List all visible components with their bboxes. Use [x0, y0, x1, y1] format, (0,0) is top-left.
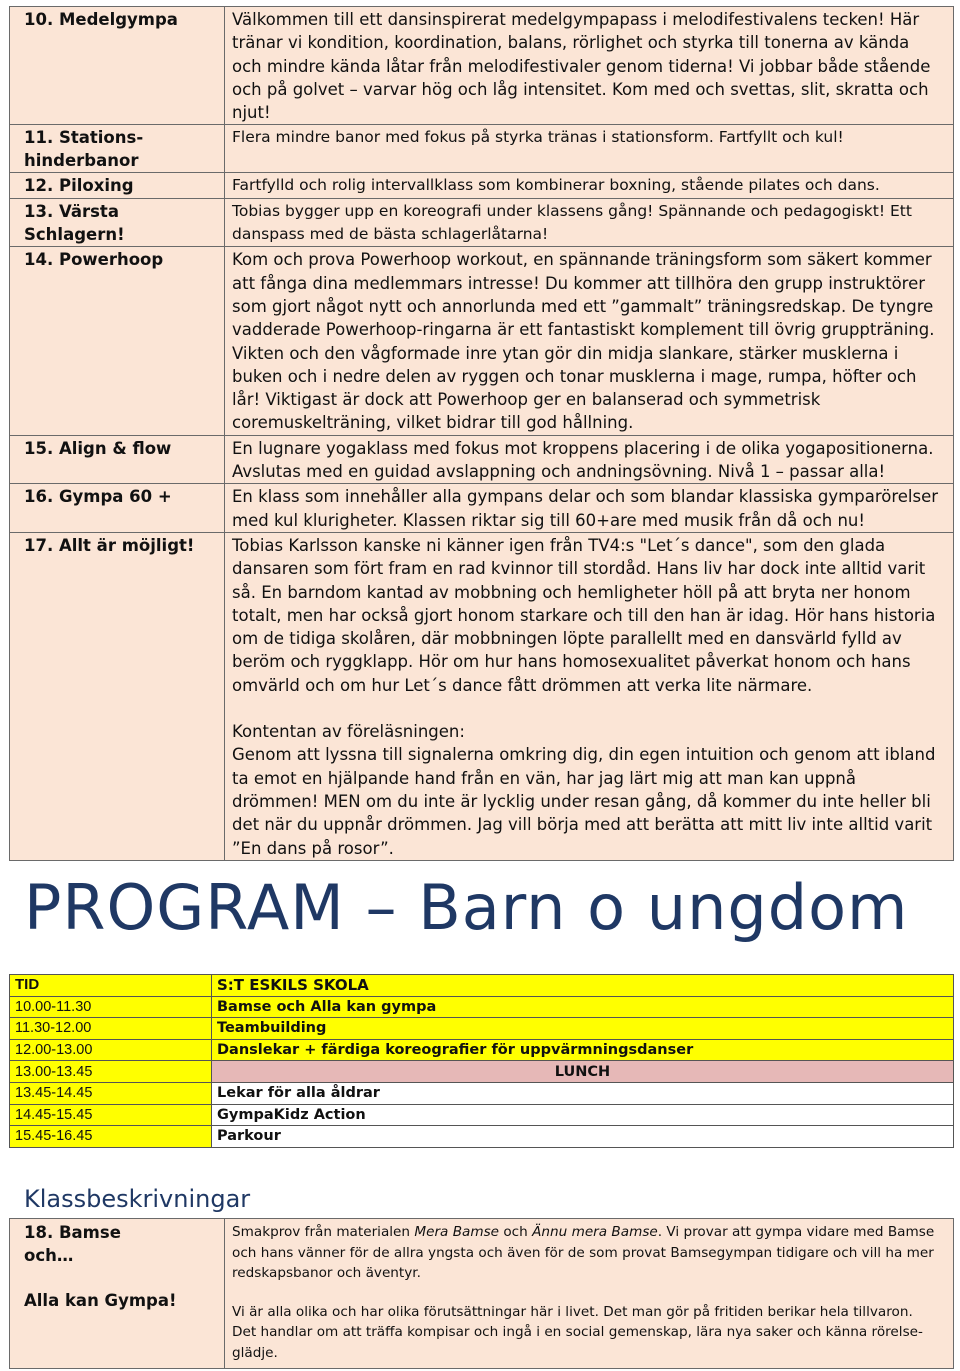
class-name: 10. Medelgympa — [10, 7, 225, 125]
schedule-header-time: TID — [10, 975, 212, 997]
text-run: . Vi provar att gympa vidare med Bamse och hans vänner för de allra yngsta och även för de som provat Bamsegympan tidigare och vill ha mer redskapsbanor och äventyr. — [232, 1224, 935, 1282]
schedule-activity: Teambuilding — [212, 1018, 954, 1040]
class-description: Tobias bygger upp en koreografi under klassens gång! Spännande och pedagogiskt! Ett danspass med de bästa schlagerlåtarna! — [225, 198, 954, 247]
class-name: 17. Allt är möjligt! — [10, 532, 225, 860]
class-row — [10, 532, 954, 860]
text-run-italic: Mera Bamse — [414, 1224, 500, 1240]
schedule-row — [10, 1104, 954, 1126]
schedule-row — [10, 1082, 954, 1104]
class-description — [225, 1219, 954, 1369]
schedule-row — [10, 1126, 954, 1148]
schedule-time: 13.45-14.45 — [10, 1082, 212, 1104]
class-name: 11. Stations-hinderbanor — [10, 125, 225, 173]
class-name-part: Alla kan Gympa! — [24, 1291, 177, 1310]
schedule-activity: Danslekar + färdiga koreografier för uppvärmningsdanser — [212, 1039, 954, 1061]
schedule-time: 11.30-12.00 — [10, 1018, 212, 1040]
schedule-table — [9, 974, 954, 1148]
class-name — [10, 1219, 225, 1369]
class-row — [10, 7, 954, 125]
class-name: 16. Gympa 60 + — [10, 484, 225, 533]
class-row — [10, 484, 954, 533]
class-description — [225, 532, 954, 860]
schedule-time: 13.00-13.45 — [10, 1061, 212, 1083]
class-description-paragraph: Kontentan av föreläsningen: Genom att lyssna till signalerna omkring dig, din egen intuition och genom att ibland ta emot en hjälpande hand från en vän, har jag lärt mig att man kan uppnå drömmen! MEN om du inte är lycklig under resan gång, då kommer du inte heller bli det när du uppnår drömmen. Jag vill börja med att berätta att mitt liv inte alltid varit ”En dans på rosor”. — [232, 722, 936, 858]
program-title: PROGRAM – Barn o ungdom — [24, 871, 909, 944]
schedule-header-row — [10, 975, 954, 997]
class-description: Fartfylld och rolig intervallklass som kombinerar boxning, stående pilates och dans. — [225, 173, 954, 198]
class-description-paragraph — [232, 1222, 941, 1284]
class-description: Flera mindre banor med fokus på styrka tränas i stationsform. Fartfyllt och kul! — [225, 125, 954, 173]
schedule-activity: LUNCH — [212, 1061, 954, 1083]
schedule-time: 15.45-16.45 — [10, 1126, 212, 1148]
schedule-activity: GympaKidz Action — [212, 1104, 954, 1126]
class-row — [10, 125, 954, 173]
text-run: Smakprov från materialen — [232, 1224, 415, 1240]
class-row — [10, 173, 954, 198]
class-row — [10, 435, 954, 484]
schedule-time: 12.00-13.00 — [10, 1039, 212, 1061]
class-row — [10, 1219, 954, 1369]
class-description-paragraph: Vi är alla olika och har olika förutsättningar här i livet. Det man gör på fritiden berikar hela tillvaron. Det handlar om att träffa kompisar och ingå i en social gemenskap, lära nya saker och känna rörelse-glädje. — [232, 1303, 923, 1361]
class-description: Välkommen till ett dansinspirerat medelgympapass i melodifestivalens tecken! Här tränar vi kondition, koordination, balans, rörlighet och styrka till tonerna av kända och mindre kända låtar från melodifestivaler genom tiderna! Vi jobbar både stående och på golvet – varvar hög och låg intensitet. Kom med och svettas, slit, skratta och njut! — [225, 7, 954, 125]
class-row — [10, 198, 954, 247]
schedule-header-venue: S:T ESKILS SKOLA — [212, 975, 954, 997]
schedule-row — [10, 1018, 954, 1040]
text-run: och — [499, 1224, 533, 1240]
section-heading: Klassbeskrivningar — [24, 1185, 251, 1213]
class-description: En lugnare yogaklass med fokus mot kroppens placering i de olika yogapositionerna. Avslutas med en guidad avslappning och andningsövning. Nivå 1 – passar alla! — [225, 435, 954, 484]
class-name-part: 18. Bamse och… — [24, 1223, 121, 1265]
class-description-paragraph: Tobias Karlsson kanske ni känner igen från TV4:s "Let´s dance", som den glada dansaren som fört fram en rad kvinnor till stordåd. Hans liv har dock inte alltid varit så. En barndom kantad av mobbning och hemligheter höll på att bryta ner honom totalt, men har också gjort honom starkare och till den han är idag. Hör hans historia om de tidiga skolåren, där mobbningen löpte parallellt med en dansvärld fylld av beröm och ryggklapp. Hör om hur hans homosexualitet påverkat honom och hans omvärld och om hur Let´s dance fått drömmen att verka lite närmare. — [232, 535, 936, 695]
schedule-row — [10, 996, 954, 1018]
class-descriptions-table — [9, 6, 954, 861]
class-name: 13. Värsta Schlagern! — [10, 198, 225, 247]
schedule-time: 14.45-15.45 — [10, 1104, 212, 1126]
schedule-row-lunch — [10, 1061, 954, 1083]
schedule-time: 10.00-11.30 — [10, 996, 212, 1018]
schedule-activity: Parkour — [212, 1126, 954, 1148]
class-description: Kom och prova Powerhoop workout, en spännande träningsform som säkert kommer att fånga dina medlemmars intresse! Du kommer att tillhöra den grupp instruktörer som gjort något nytt och annorlunda med ett ”gammalt” träningsredskap. De tyngre vadderade Powerhoop-ringarna är ett fantastiskt komplement till övrig gruppträning. Vikten och den vågformade inre ytan gör din midja slankare, stärker musklerna i buken och i nedre delen av ryggen och tonar musklerna i mage, rumpa, höfter och lår! Viktigast är dock att Powerhoop ger en balanserad och symmetrisk coremuskelträning, vilket bidrar till god hållning. — [225, 247, 954, 435]
class-name: 12. Piloxing — [10, 173, 225, 198]
kids-class-table — [9, 1218, 954, 1369]
schedule-activity: Lekar för alla åldrar — [212, 1082, 954, 1104]
class-name: 15. Align & flow — [10, 435, 225, 484]
text-run-italic: Ännu mera Bamse — [532, 1224, 658, 1240]
class-row — [10, 247, 954, 435]
schedule-row — [10, 1039, 954, 1061]
class-name: 14. Powerhoop — [10, 247, 225, 435]
class-description: En klass som innehåller alla gympans delar och som blandar klassiska gymparörelser med kul klurigheter. Klassen riktar sig till 60+are med musik från då och nu! — [225, 484, 954, 533]
schedule-activity: Bamse och Alla kan gympa — [212, 996, 954, 1018]
